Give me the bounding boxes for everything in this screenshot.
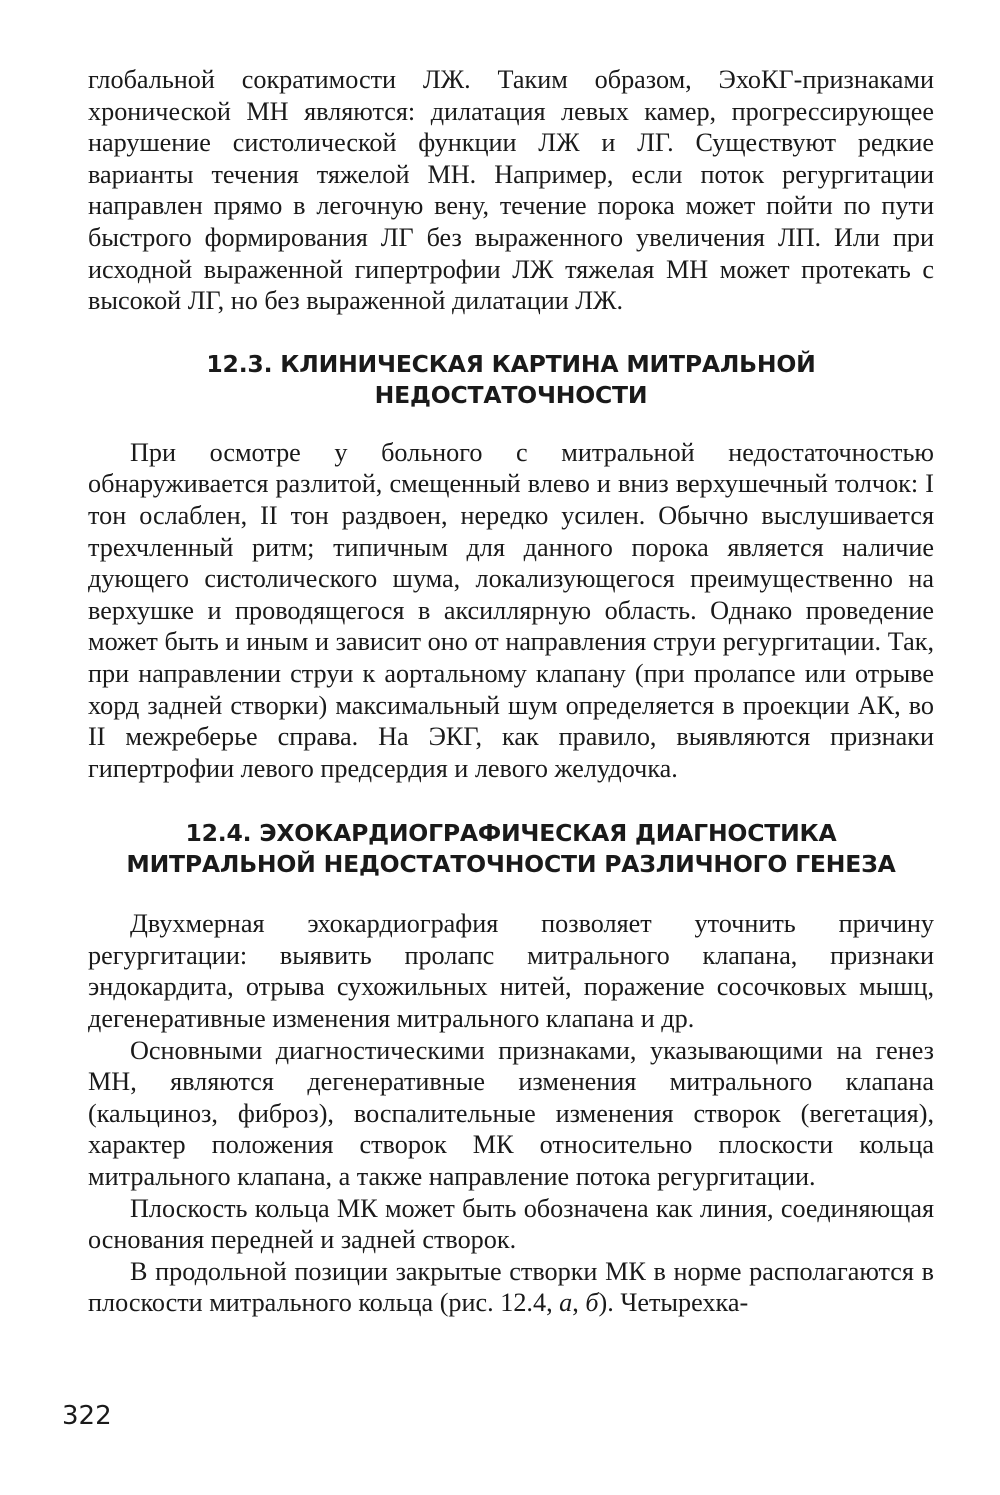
- paragraph-text: ). Четырехка-: [598, 1288, 749, 1318]
- section-heading-12-4: [88, 818, 934, 880]
- heading-line: МИТРАЛЬНОЙ НЕДОСТАТОЧНОСТИ РАЗЛИЧНОГО ГЕНЕЗА: [126, 850, 896, 879]
- paragraph-text: В продольной позиции закрытые створки МК в норме располагаются в плоскости митрального кольца (рис. 12.4,: [88, 1256, 934, 1318]
- heading-line: НЕДОСТАТОЧНОСТИ: [374, 380, 648, 409]
- heading-line: 12.3. КЛИНИЧЕСКАЯ КАРТИНА МИТРАЛЬНОЙ: [206, 349, 816, 378]
- paragraph-continuation: глобальной сократимости ЛЖ. Таким образом, ЭхоКГ-признаками хронической МН являются: дилатация левых камер, прогрессирующее нарушение систолической функции ЛЖ и ЛГ. Существуют редкие варианты течения тяжелой МН. Например, если поток регургитации направлен прямо в легочную вену, течение порока может пойти по пути быстрого формирования ЛГ без выраженного увеличения ЛП. Или при исходной выраженной гипертрофии ЛЖ тяжелая МН может протекать с высокой ЛГ, но без выраженной дилатации ЛЖ.: [88, 65, 934, 316]
- paragraph-text: ,: [572, 1288, 586, 1318]
- figure-ref-b: б: [585, 1288, 599, 1318]
- paragraph-clinical-picture: При осмотре у больного с митральной недостаточностью обнаруживается разлитой, смещенный влево и вниз верхушечный толчок: I тон ослаблен, II тон раздвоен, нередко усилен. Обычно выслушивается трехчленный ритм; типичным для данного порока является наличие дующего систолического шума, локализующегося преимущественно на верхушке и проводящегося в аксиллярную область. Однако проведение может быть и иным и зависит оно от направления струи регургитации. Так, при направлении струи к аортальному клапану (при пролапсе или отрыве хорд задней створки) максимальный шум определяется в проекции АК, во II межреберье справа. На ЭКГ, как правило, выявляются признаки гипертрофии левого предсердия и левого желудочка.: [88, 437, 934, 783]
- page-number: 322: [62, 1401, 112, 1431]
- heading-line: 12.4. ЭХОКАРДИОГРАФИЧЕСКАЯ ДИАГНОСТИКА: [185, 819, 837, 848]
- page-body: [88, 64, 934, 1319]
- figure-ref-a: а: [559, 1288, 573, 1318]
- paragraph-2d-echo: Двухмерная эхокардиография позволяет уточнить причину регургитации: выявить пролапс митрального клапана, признаки эндокардита, отрыва сухожильных нитей, поражение сосочковых мышц, дегенеративные изменения митрального клапана и др.: [88, 909, 934, 1034]
- paragraph-longitudinal-position: [88, 1256, 934, 1319]
- section-heading-12-3: [88, 349, 934, 411]
- paragraph-diagnostic-signs: Основными диагностическими признаками, указывающими на генез МН, являются дегенеративные изменения митрального клапана (кальциноз, фиброз), воспалительные изменения створок (вегетация), характер положения створок МК относительно плоскости кольца митрального клапана, а также направление потока регургитации.: [88, 1035, 934, 1192]
- paragraph-annulus-plane: Плоскость кольца МК может быть обозначена как линия, соединяющая основания передней и задней створок.: [88, 1193, 934, 1255]
